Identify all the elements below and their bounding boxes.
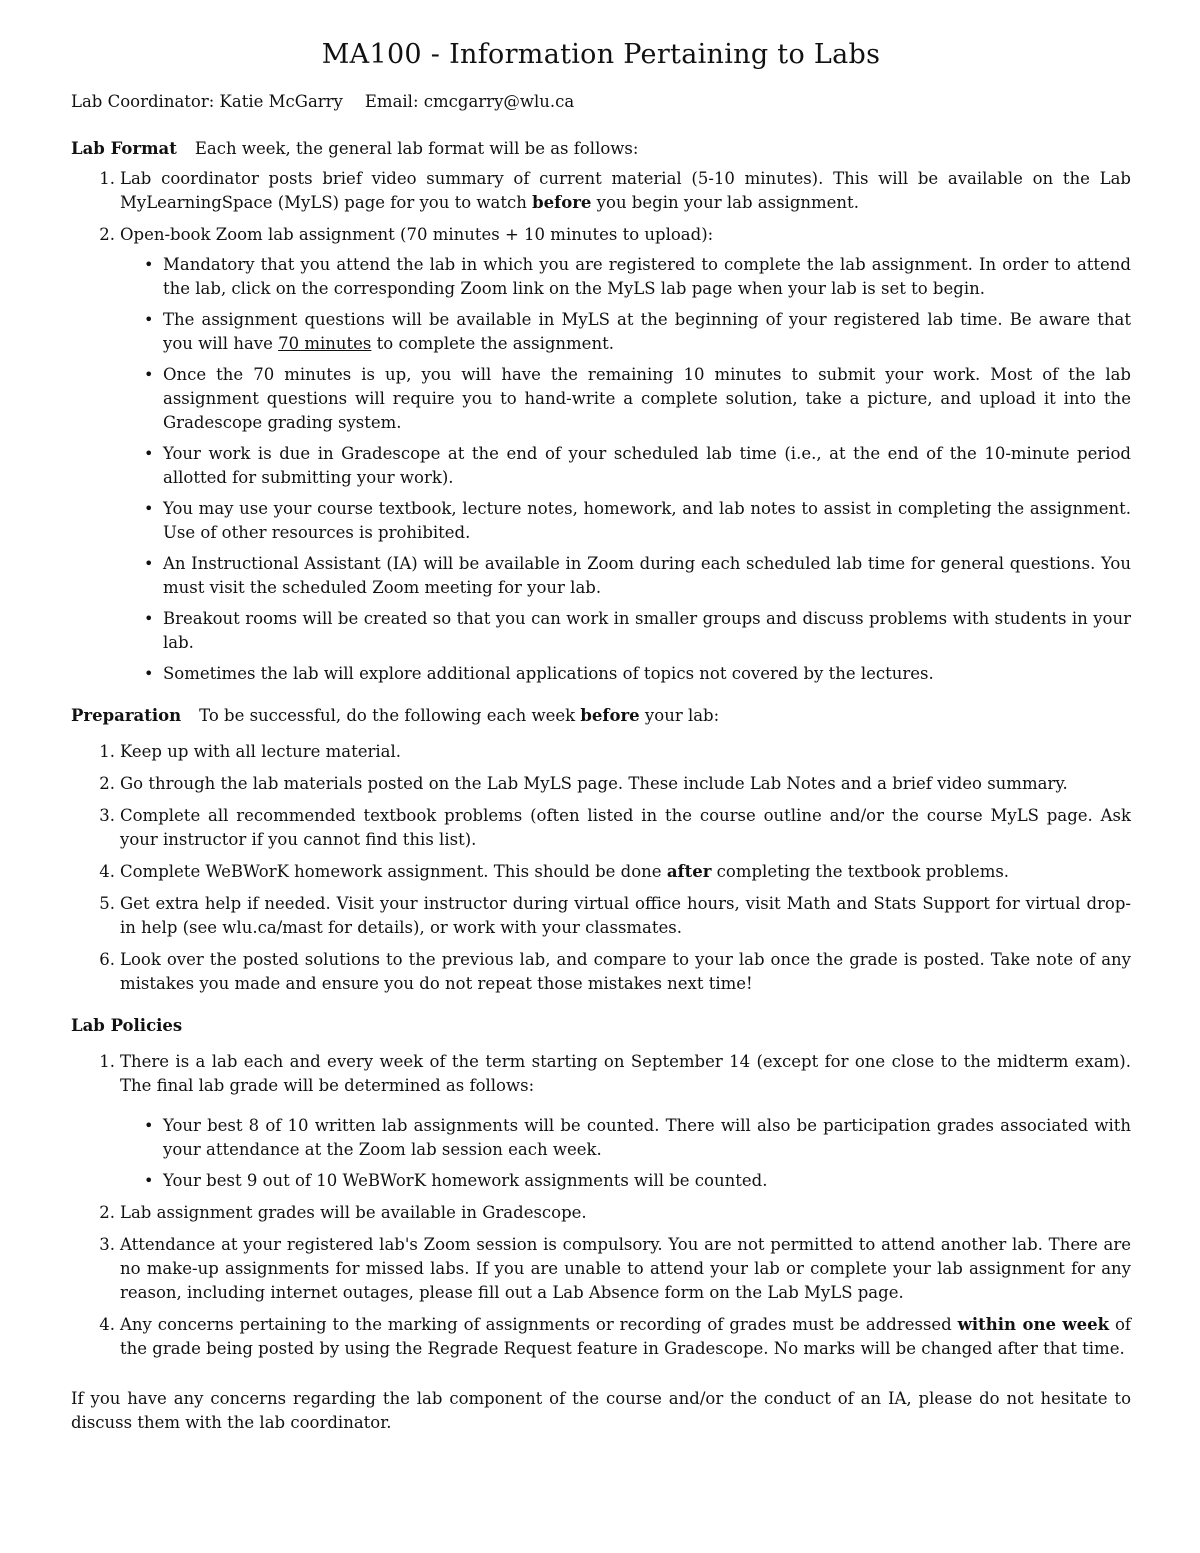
policies-heading-line: [71, 1014, 1131, 1038]
item-text: Attendance at your registered lab's Zoom session is compulsory. You are not permitted to attend another lab. There are no make-up assignments for missed labs. If you are unable to attend your lab or complete your lab assignment for any reason, including internet outages, please fill out a Lab Absence form on the Lab MyLS page.: [120, 1235, 1131, 1302]
item-text: Keep up with all lecture material.: [120, 742, 402, 761]
bullet-item: • An Instructional Assistant (IA) will be available in Zoom during each scheduled lab time for general questions. You must visit the scheduled Zoom meeting for your lab.: [120, 552, 1131, 600]
item-number: 2.: [99, 225, 115, 244]
item-number: 3.: [99, 806, 115, 825]
emphasis-text: after: [666, 862, 712, 881]
item-number: 2.: [99, 1203, 115, 1222]
item-number: 4.: [99, 1315, 115, 1334]
item-number: 5.: [99, 894, 115, 913]
item-number: 4.: [99, 862, 115, 881]
list-item: [71, 892, 1131, 940]
item-text: Complete all recommended textbook problems (often listed in the course outline and/or the course MyLS page. Ask your instructor if you cannot find this list).: [120, 806, 1131, 849]
bullet-item: • Your work is due in Gradescope at the end of your scheduled lab time (i.e., at the end of the 10-minute period allotted for submitting your work).: [120, 442, 1131, 490]
list-item: [71, 1313, 1131, 1361]
bullet-item: • Sometimes the lab will explore additional applications of topics not covered by the lectures.: [120, 662, 1131, 686]
coordinator-email: Email: cmcgarry@wlu.ca: [364, 92, 575, 111]
list-item: [71, 860, 1131, 884]
item-text: Open-book Zoom lab assignment (70 minutes + 10 minutes to upload):: [120, 225, 714, 244]
zoom-assignment-bullets: [120, 253, 1131, 686]
item-number: 6.: [99, 950, 115, 969]
list-item: [71, 167, 1131, 215]
grading-bullets: [120, 1114, 1131, 1193]
lab-format-heading-line: [71, 137, 1131, 161]
list-item: [71, 223, 1131, 686]
item-number: 2.: [99, 774, 115, 793]
item-number: 1.: [99, 742, 115, 761]
bullet-item: [120, 308, 1131, 356]
bullet-item: • Your best 9 out of 10 WeBWorK homework assignments will be counted.: [120, 1169, 1131, 1193]
list-item: [71, 948, 1131, 996]
item-number: 3.: [99, 1235, 115, 1254]
policies-heading: Lab Policies: [71, 1016, 183, 1035]
list-item: [71, 1233, 1131, 1305]
item-text: you begin your lab assignment.: [591, 193, 859, 212]
emphasis-text: before: [580, 706, 640, 725]
bullet-item: • Breakout rooms will be created so that you can work in smaller groups and discuss problems with students in your lab.: [120, 607, 1131, 655]
page-title: MA100 - Information Pertaining to Labs: [321, 39, 881, 70]
list-item: [71, 1050, 1131, 1193]
item-text: Get extra help if needed. Visit your instructor during virtual office hours, visit Math and Stats Support for virtual drop-in help (see wlu.ca/mast for details), or work with your classmates.: [120, 894, 1131, 937]
bullet-item: • Once the 70 minutes is up, you will have the remaining 10 minutes to submit your work. Most of the lab assignment questions will require you to hand-write a complete solution, take a picture, and upload it into the Gradescope grading system.: [120, 363, 1131, 435]
item-text: Lab assignment grades will be available in Gradescope.: [120, 1203, 587, 1222]
list-item: [71, 740, 1131, 764]
item-number: 1.: [99, 1052, 115, 1071]
item-text: Lab coordinator posts brief video summary of current material (5-10 minutes). This will be available on the Lab MyLearningSpace (MyLS) page for you to watch: [120, 169, 1131, 212]
item-text: of the grade being posted by using the Regrade Request feature in Gradescope. No marks will be changed after that time.: [120, 1315, 1131, 1358]
document-page: [71, 38, 1131, 1452]
policies-list: [71, 1050, 1131, 1361]
lab-format-list: [71, 167, 1131, 686]
item-text: completing the textbook problems.: [711, 862, 1010, 881]
list-item: [71, 804, 1131, 852]
preparation-heading-line: [71, 704, 1131, 728]
item-text: Complete WeBWorK homework assignment. This should be done: [120, 862, 667, 881]
preparation-intro: your lab:: [639, 706, 720, 725]
item-text: Look over the posted solutions to the previous lab, and compare to your lab once the grade is posted. Take note of any mistakes you made and ensure you do not repeat those mistakes next time!: [120, 950, 1131, 993]
list-item: [71, 1201, 1131, 1225]
preparation-list: [71, 740, 1131, 996]
lab-format-heading: Lab Format: [71, 139, 177, 158]
item-text: There is a lab each and every week of the term starting on September 14 (except for one close to the midterm exam). The final lab grade will be determined as follows:: [120, 1052, 1131, 1095]
bullet-text: The assignment questions will be available in MyLS at the beginning of your registered lab time. Be aware that you will have: [163, 310, 1131, 353]
bullet-item: • You may use your course textbook, lecture notes, homework, and lab notes to assist in completing the assignment. Use of other resources is prohibited.: [120, 497, 1131, 545]
bullet-item: • Your best 8 of 10 written lab assignments will be counted. There will also be participation grades associated with your attendance at the Zoom lab session each week.: [120, 1114, 1131, 1162]
emphasis-text: within one week: [957, 1315, 1110, 1334]
coordinator-name: Lab Coordinator: Katie McGarry: [71, 92, 343, 111]
bullet-item: • Mandatory that you attend the lab in which you are registered to complete the lab assignment. In order to attend the lab, click on the corresponding Zoom link on the MyLS lab page when your lab is set to begin.: [120, 253, 1131, 301]
item-number: 1.: [99, 169, 115, 188]
bullet-text: to complete the assignment.: [371, 334, 614, 353]
preparation-heading: Preparation: [71, 706, 182, 725]
lab-format-intro: Each week, the general lab format will be as follows:: [194, 139, 639, 158]
coordinator-line: [71, 90, 1131, 114]
closing-paragraph: If you have any concerns regarding the lab component of the course and/or the conduct of an IA, please do not hesitate to discuss them with the lab coordinator.: [71, 1389, 1131, 1432]
item-text: Go through the lab materials posted on the Lab MyLS page. These include Lab Notes and a brief video summary.: [120, 774, 1068, 793]
list-item: [71, 772, 1131, 796]
preparation-intro: To be successful, do the following each week: [199, 706, 581, 725]
item-text: Any concerns pertaining to the marking of assignments or recording of grades must be addressed: [120, 1315, 958, 1334]
emphasis-text: before: [532, 193, 592, 212]
underlined-text: 70 minutes: [278, 334, 372, 353]
